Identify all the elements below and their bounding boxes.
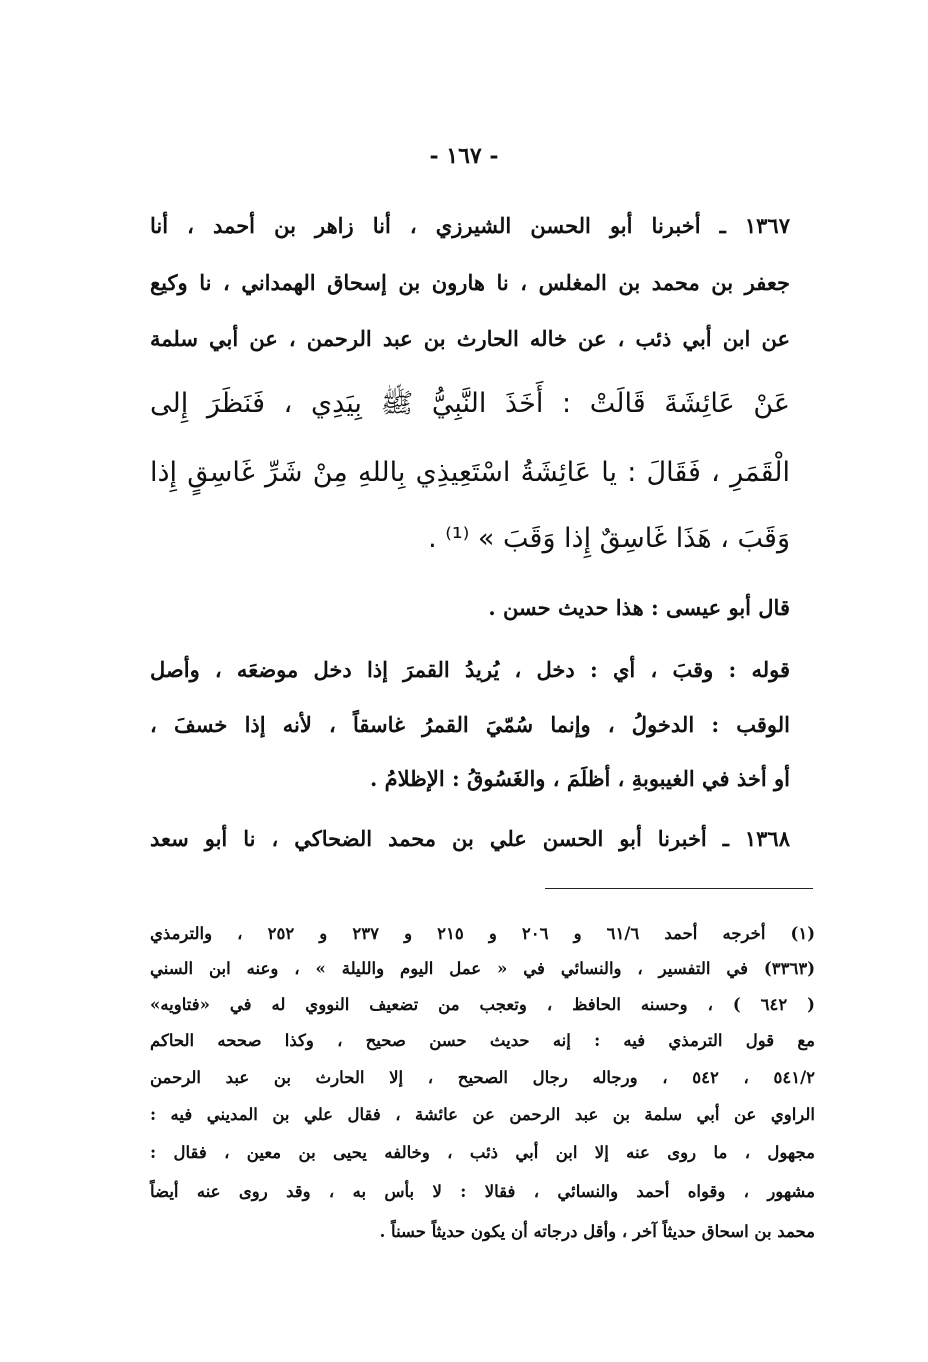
footnote-divider [545,888,813,889]
footnote-line-8: مشهور ، وقواه أحمد والنسائي ، فقالا : لا بأس به ، وقد روى عنه أيضاً [150,1182,815,1201]
abu-isa-grading: قال أبو عيسى : هذا حديث حسن . [488,595,790,620]
explanation-line-3: أو أخذ في الغيبوبةِ ، أظلَمَ ، والغَسُوقُ : الإظلامُ . [370,766,790,791]
entry-1367-line-1: ١٣٦٧ ـ أخبرنا أبو الحسن الشيرزي ، أنا زاهر بن أحمد ، أنا [150,213,790,238]
footnote-line-4: مع قول الترمذي فيه : إنه حديث حسن صحيح ، وكذا صححه الحاكم [150,1031,815,1050]
footnote-line-6: الراوي عن أبي سلمة بن عبد الرحمن عن عائشة ، فقال علي بن المديني فيه : [150,1105,815,1124]
footnote-line-3: ( ٦٤٢ ) ، وحسنه الحافظ ، وتعجب من تضعيف النووي له في «فتاويه» [150,995,815,1014]
footnote-line-7: مجهول ، ما روى عنه إلا ابن أبي ذئب ، وخالفه يحيى بن معين ، فقال : [150,1143,815,1162]
page-number: - ١٦٧ - [429,143,499,169]
explanation-line-1: قوله : وقبَ ، أي : دخل ، يُريدُ القمرَ إذا دخل موضعَه ، وأصل [150,657,790,682]
footnote-line-2: (٣٣٦٣) في التفسير ، والنسائي في « عمل اليوم والليلة » ، وعنه ابن السني [150,959,815,978]
hadith-line-2: الْقَمَرِ ، فَقَالَ : يا عَائِشَةُ اسْتَعِيذِي بِاللهِ مِنْ شَرِّ غَاسِقٍ إِذا [150,457,790,488]
hadith-line-1: عَنْ عَائِشَةَ قَالَتْ : أَخَذَ النَّبِيُّ ﷺ بِيَدِي ، فَنَظَرَ إِلى [150,388,790,419]
footnote-line-5: ٥٤١/٢ ، ٥٤٢ ، ورجاله رجال الصحيح ، إلا الحارث بن عبد الرحمن [150,1068,815,1087]
entry-1367-line-3: عن ابن أبي ذئب ، عن خاله الحارث بن عبد الرحمن ، عن أبي سلمة [150,326,790,351]
footnote-line-1: (١) أخرجه أحمد ٦١/٦ و ٢٠٦ و ٢١٥ و ٢٣٧ و ٢٥٢ ، والترمذي [150,924,815,943]
entry-1367-line-2: جعفر بن محمد بن المغلس ، نا هارون بن إسحاق الهمداني ، نا وكيع [150,270,790,295]
hadith-line-3: وَقَبَ ، هَذَا غَاسِقٌ إِذا وَقَبَ » ⁽¹⁾ . [428,523,790,554]
explanation-line-2: الوقب : الدخولُ ، وإنما سُمّيَ القمرُ غاسقاً ، لأنه إذا خسفَ ، [150,712,790,737]
footnote-line-9: محمد بن اسحاق حديثاً آخر ، وأقل درجاته أن يكون حديثاً حسناً . [379,1222,815,1241]
entry-1368-line-1: ١٣٦٨ ـ أخبرنا أبو الحسن علي بن محمد الضحاكي ، نا أبو سعد [150,826,790,851]
